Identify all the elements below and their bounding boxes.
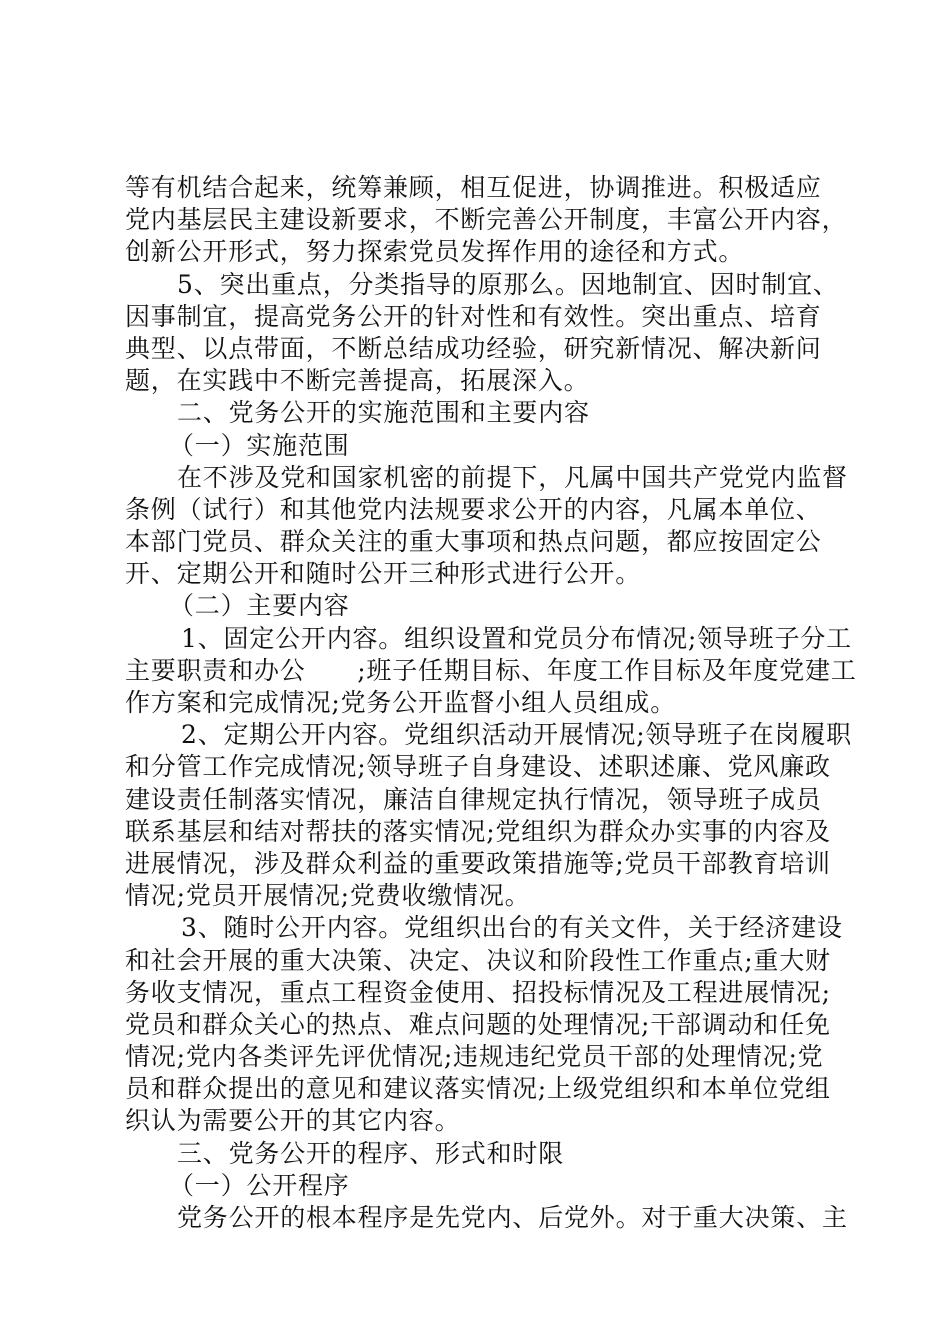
text-line: 题，在实践中不断完善提高，拓展深入。 (125, 366, 590, 396)
subsection-heading: （一）实施范围 (169, 430, 350, 460)
text-line: 3、随时公开内容。党组织出台的有关文件，关于经济建设 (181, 913, 843, 943)
text-line: 1、固定公开内容。组织设置和党员分布情况;领导班子分工 (181, 623, 852, 653)
subsection-heading: （一）公开程序 (169, 1170, 350, 1200)
text-line: 进展情况，涉及群众利益的重要政策措施等;党员干部教育培训 (125, 848, 831, 878)
text-line: 和分管工作完成情况;领导班子自身建设、述职述廉、党风廉政 (125, 752, 831, 782)
text-line: 在不涉及党和国家机密的前提下，凡属中国共产党党内监督 (177, 462, 848, 492)
text-line: 情况;党内各类评先评优情况;违规违纪党员干部的处理情况;党 (125, 1042, 824, 1072)
text-line: 开、定期公开和随时公开三种形式进行公开。 (125, 559, 642, 589)
text-line: 建设责任制落实情况，廉洁自律规定执行情况，领导班子成员 (125, 784, 822, 814)
text-line: 联系基层和结对帮扶的落实情况;党组织为群众办实事的内容及 (125, 816, 831, 846)
text-line: 作方案和完成情况;党务公开监督小组人员组成。 (125, 688, 677, 717)
section-heading: 二、党务公开的实施范围和主要内容 (177, 398, 590, 428)
text-line: 织认为需要公开的其它内容。 (125, 1106, 461, 1136)
text-line: 党务公开的根本程序是先党内、后党外。对于重大决策、主 (177, 1203, 848, 1232)
text-line: 党员和群众关心的热点、难点问题的处理情况;干部调动和任免 (125, 1009, 831, 1039)
text-line: 主要职责和办公 ;班子任期目标、年度工作目标及年度党建工 (125, 655, 857, 685)
text-line: 因事制宜，提高党务公开的针对性和有效性。突出重点、培育 (125, 301, 822, 331)
text-line: 2、定期公开内容。党组织活动开展情况;领导班子在岗履职 (181, 720, 852, 750)
section-heading: 三、党务公开的程序、形式和时限 (177, 1138, 565, 1168)
document-body (125, 172, 857, 1234)
text-line: 党内基层民主建设新要求，不断完善公开制度，丰富公开内容， (125, 205, 848, 235)
text-line: 5、突出重点，分类指导的原那么。因地制宜、因时制宜、 (177, 269, 839, 299)
text-line: 条例（试行）和其他党内法规要求公开的内容，凡属本单位、 (125, 494, 822, 524)
text-line: 典型、以点带面，不断总结成功经验，研究新情况、解决新问 (125, 333, 822, 363)
subsection-heading: （二）主要内容 (169, 591, 350, 621)
text-line: 和社会开展的重大决策、决定、决议和阶段性工作重点;重大财 (125, 945, 831, 975)
text-line: 创新公开形式，努力探索党员发挥作用的途径和方式。 (125, 237, 745, 267)
text-line: 等有机结合起来，统筹兼顾，相互促进，协调推进。积极适应 (125, 173, 822, 202)
text-line: 员和群众提出的意见和建议落实情况;上级党组织和本单位党组 (125, 1074, 831, 1104)
text-line: 情况;党员开展情况;党费收缴情况。 (125, 881, 531, 911)
text-line: 本部门党员、群众关注的重大事项和热点问题，都应按固定公 (125, 527, 822, 557)
text-line: 务收支情况，重点工程资金使用、招投标情况及工程进展情况; (125, 977, 831, 1007)
